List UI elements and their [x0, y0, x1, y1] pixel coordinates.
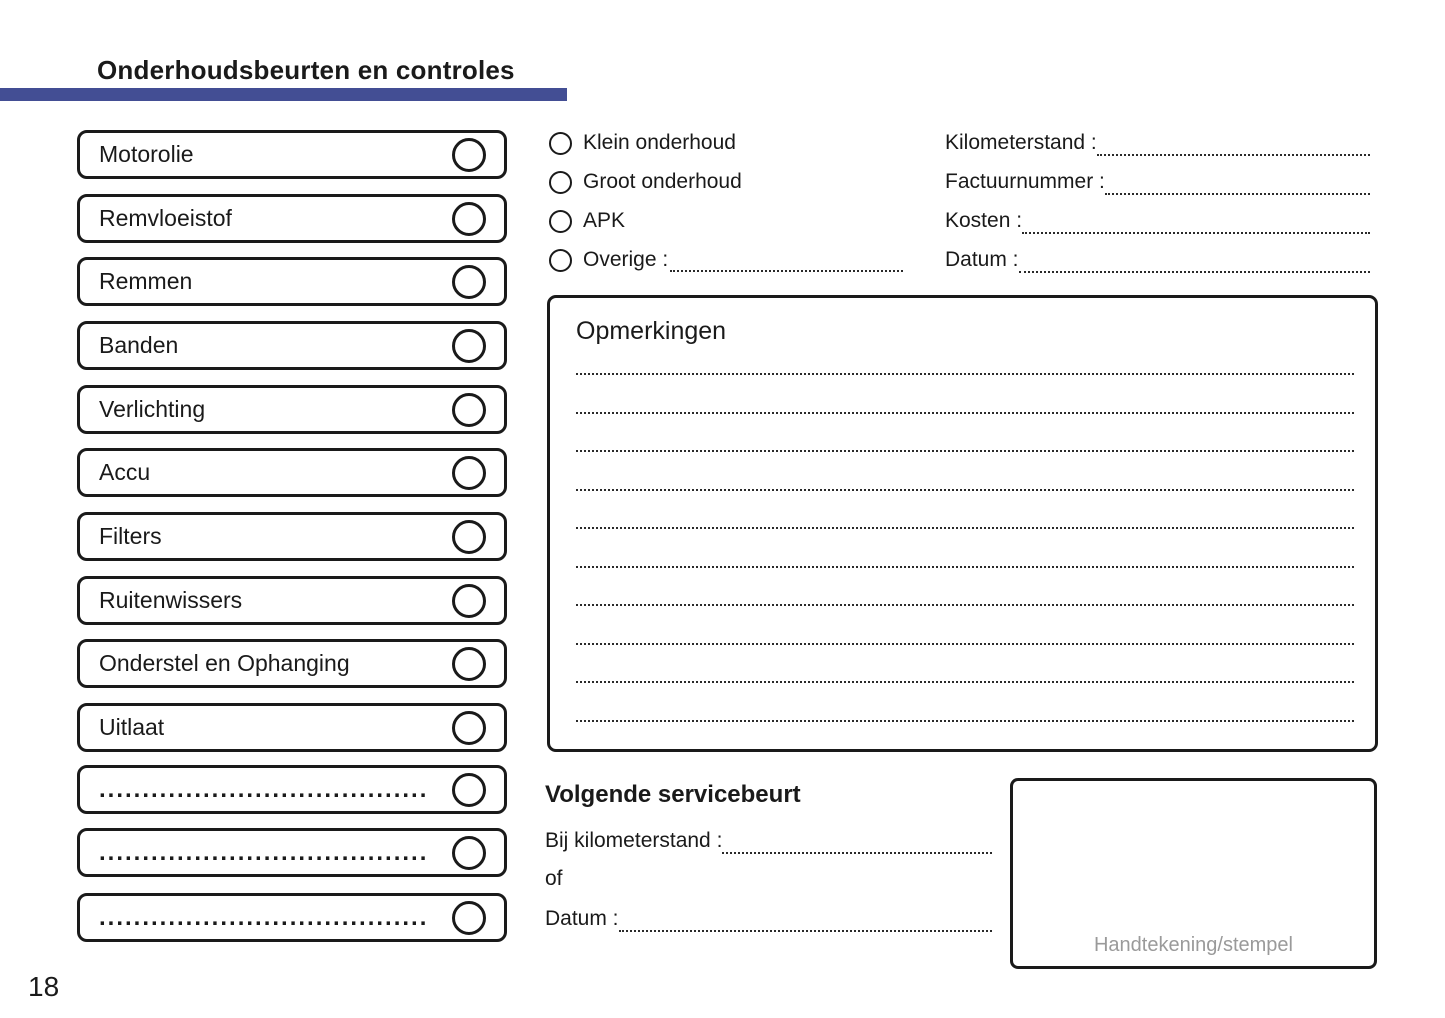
service-type-option: [549, 168, 742, 196]
remarks-line[interactable]: [576, 412, 1354, 414]
kosten-input-line[interactable]: [1022, 210, 1370, 234]
radio-circle[interactable]: [549, 132, 572, 155]
radio-circle[interactable]: [549, 249, 572, 272]
page-title: Onderhoudsbeurten en controles: [97, 55, 515, 85]
remarks-line[interactable]: [576, 720, 1354, 722]
field-label: Factuurnummer :: [945, 170, 1105, 193]
field-row: [945, 128, 1370, 156]
field-label: Datum :: [945, 248, 1019, 271]
checklist-item-label: Accu: [99, 459, 151, 485]
field-row: [945, 245, 1370, 273]
factuurnummer-input-line[interactable]: [1105, 171, 1370, 195]
next-service-km-label: Bij kilometerstand :: [545, 829, 723, 852]
checklist-blank-label[interactable]: ......................................: [99, 838, 429, 866]
checklist-row: [77, 828, 507, 877]
checklist-row: [77, 385, 507, 434]
next-service-or-label: of: [545, 867, 563, 890]
checklist-item-label: Filters: [99, 523, 162, 549]
checklist-row: [77, 765, 507, 814]
check-circle[interactable]: [452, 901, 486, 935]
next-service-km-input-line[interactable]: [722, 830, 992, 854]
radio-circle[interactable]: [549, 210, 572, 233]
overige-input-line[interactable]: [670, 248, 903, 272]
remarks-line[interactable]: [576, 489, 1354, 491]
field-row: [945, 206, 1370, 234]
next-service-heading: Volgende servicebeurt: [545, 781, 801, 808]
checklist-item-label: Onderstel en Ophanging: [99, 650, 350, 676]
field-label: Kosten :: [945, 209, 1023, 232]
accent-bar: [0, 88, 567, 101]
remarks-title: Opmerkingen: [576, 317, 727, 345]
check-circle[interactable]: [452, 773, 486, 807]
remarks-line[interactable]: [576, 604, 1354, 606]
kilometerstand-input-line[interactable]: [1097, 132, 1370, 156]
service-type-option: [549, 207, 625, 235]
check-circle[interactable]: [452, 393, 486, 427]
check-circle[interactable]: [452, 265, 486, 299]
page-number: 18: [28, 971, 60, 1002]
check-circle[interactable]: [452, 138, 486, 172]
checklist-item-label: Ruitenwissers: [99, 587, 243, 613]
checklist-row: [77, 703, 507, 752]
checklist-item-label: Remmen: [99, 268, 193, 294]
check-circle[interactable]: [452, 584, 486, 618]
checklist-row: [77, 448, 507, 497]
service-type-option: [549, 246, 903, 274]
next-service-date-label: Datum :: [545, 907, 619, 930]
field-row: [945, 167, 1370, 195]
checklist-row: [77, 130, 507, 179]
check-circle[interactable]: [452, 520, 486, 554]
check-circle[interactable]: [452, 647, 486, 681]
remarks-box: [547, 295, 1378, 752]
checklist-blank-label[interactable]: ......................................: [99, 903, 429, 931]
signature-box[interactable]: [1010, 778, 1377, 969]
next-service-date-row: [545, 904, 992, 932]
radio-label: Groot onderhoud: [583, 170, 742, 193]
check-circle[interactable]: [452, 456, 486, 490]
check-circle[interactable]: [452, 202, 486, 236]
next-service-km-row: [545, 826, 992, 854]
check-circle[interactable]: [452, 329, 486, 363]
check-circle[interactable]: [452, 836, 486, 870]
checklist-row: [77, 893, 507, 942]
check-circle[interactable]: [452, 711, 486, 745]
remarks-line[interactable]: [576, 566, 1354, 568]
radio-circle[interactable]: [549, 171, 572, 194]
remarks-line[interactable]: [576, 527, 1354, 529]
checklist-row: [77, 257, 507, 306]
checklist-item-label: Remvloeistof: [99, 205, 232, 231]
checklist-item-label: Uitlaat: [99, 714, 165, 740]
checklist-item-label: Banden: [99, 332, 179, 358]
checklist-row: [77, 194, 507, 243]
radio-label: Overige :: [583, 248, 669, 271]
checklist-row: [77, 639, 507, 688]
radio-label: APK: [583, 209, 626, 232]
radio-label: Klein onderhoud: [583, 131, 736, 154]
checklist-blank-label[interactable]: ......................................: [99, 775, 429, 803]
signature-label: Handtekening/stempel: [1093, 934, 1293, 956]
checklist-row: [77, 512, 507, 561]
checklist-item-label: Motorolie: [99, 141, 194, 167]
field-label: Kilometerstand :: [945, 131, 1097, 154]
checklist-item-label: Verlichting: [99, 396, 206, 422]
remarks-line[interactable]: [576, 681, 1354, 683]
remarks-line[interactable]: [576, 373, 1354, 375]
checklist-row: [77, 321, 507, 370]
next-service-date-input-line[interactable]: [619, 908, 992, 932]
datum-input-line[interactable]: [1019, 249, 1370, 273]
remarks-line[interactable]: [576, 450, 1354, 452]
remarks-line[interactable]: [576, 643, 1354, 645]
checklist-row: [77, 576, 507, 625]
service-type-option: [549, 129, 736, 157]
